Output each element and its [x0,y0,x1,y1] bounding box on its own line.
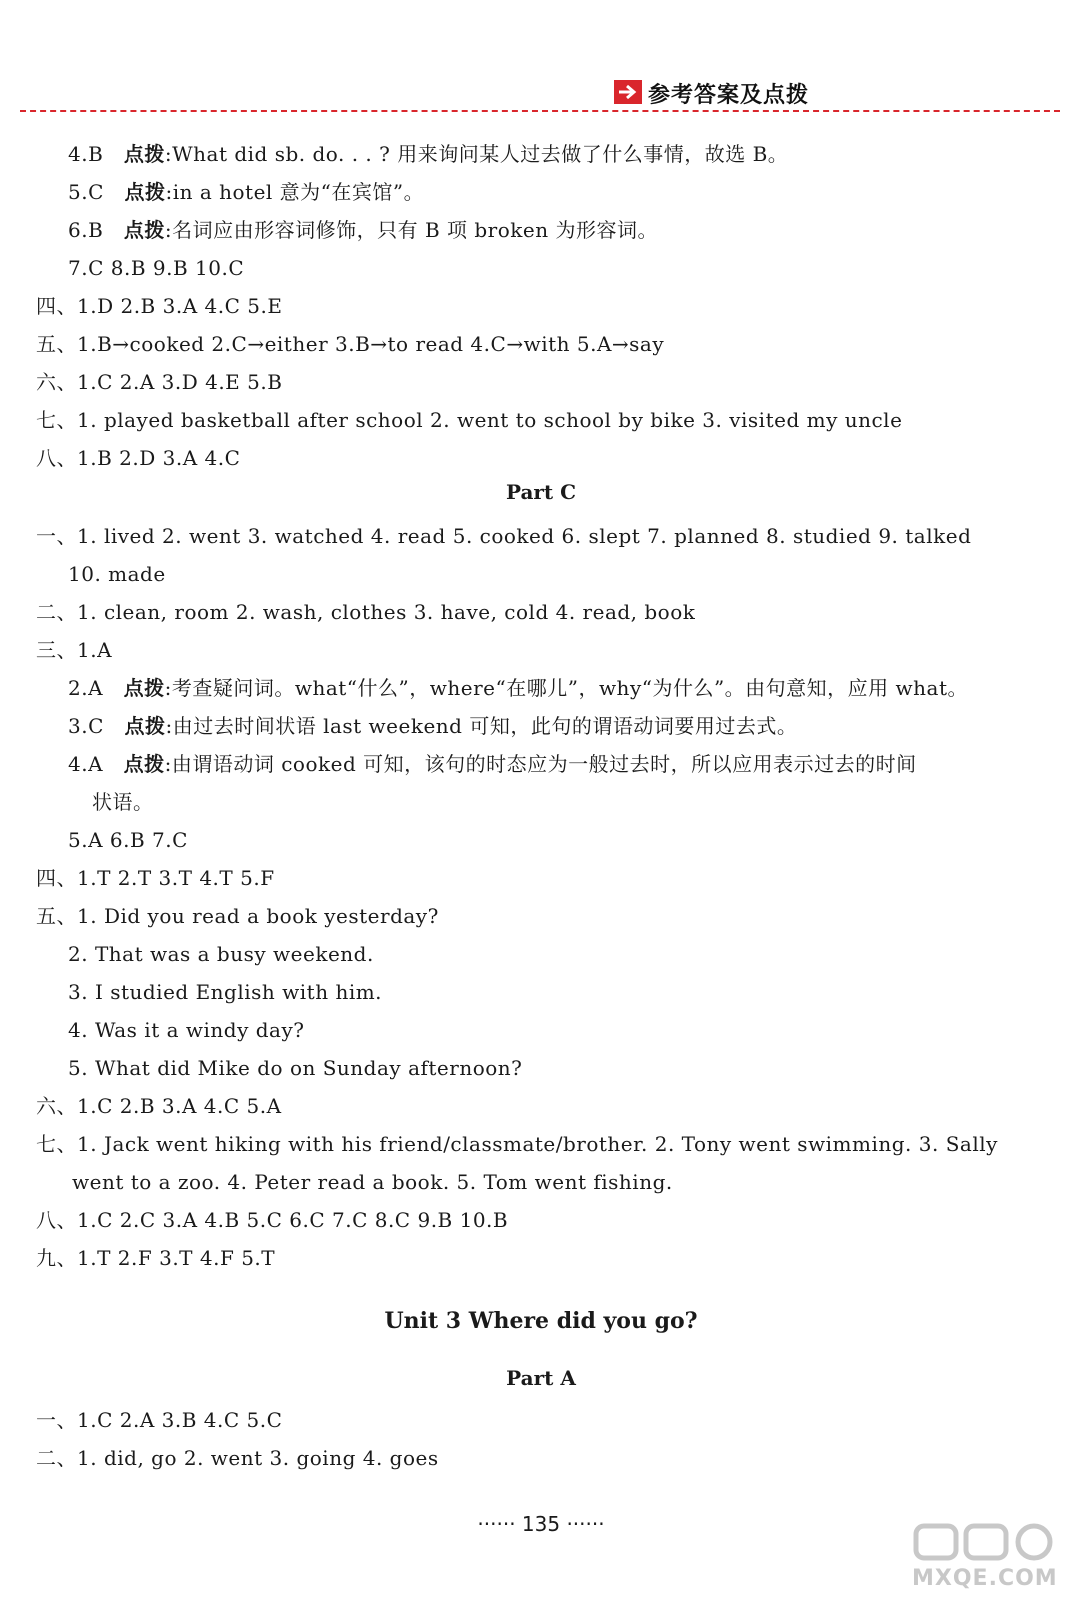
watermark [912,1522,1062,1592]
answer-line: 五、1.B→cooked 2.C→either 3.B→to read 4.C→with 5.A→say [36,332,665,356]
answer-line: 四、1.D 2.B 3.A 4.C 5.E [36,294,283,318]
answer-line: 八、1.C 2.C 3.A 4.B 5.C 6.C 7.C 8.C 9.B 10.B [36,1208,509,1232]
answer-line: 七、1. played basketball after school 2. went to school by bike 3. visited my uncle [36,408,903,432]
answer-line: went to a zoo. 4. Peter read a book. 5. Tom went fishing. [72,1170,673,1194]
answer-line: 4. Was it a windy day? [68,1018,305,1042]
watermark-text: MXQE.COM [912,1566,1058,1591]
answer-line: 5.A 6.B 7.C [68,828,188,852]
answer-line: 六、1.C 2.B 3.A 4.C 5.A [36,1094,282,1118]
answer-line: 四、1.T 2.T 3.T 4.T 5.F [36,866,275,890]
header-divider [20,110,1060,112]
answer-line: 4.B 点拨:What did sb. do. . . ? 用来询问某人过去做了什么事情，故选 B。 [68,142,789,166]
answer-line: 五、1. Did you read a book yesterday? [36,904,439,928]
answer-line: 二、1. clean, room 2. wash, clothes 3. have, cold 4. read, book [36,600,696,624]
answer-line: 七、1. Jack went hiking with his friend/classmate/brother. 2. Tony went swimming. 3. Sally [36,1132,998,1156]
answer-line: 六、1.C 2.A 3.D 4.E 5.B [36,370,283,394]
answer-line: 2.A 点拨:考查疑问词。what“什么”，where“在哪儿”，why“为什么”。由句意知，应用 what。 [68,676,969,700]
answer-line: 八、1.B 2.D 3.A 4.C [36,446,241,470]
answer-line: 4.A 点拨:由谓语动词 cooked 可知，该句的时态应为一般过去时，所以应用表示过去的时间 [68,752,917,776]
header-title: 参考答案及点拨 [648,83,810,108]
answer-line: 2. That was a busy weekend. [68,942,374,966]
watermark-logo-icon [912,1522,1062,1562]
answer-line: 5.C 点拨:in a hotel 意为“在宾馆”。 [68,180,425,204]
page-number: ······ 135 ······ [477,1512,605,1536]
unit-heading: Unit 3 Where did you go? [384,1308,698,1334]
answer-line: 6.B 点拨:名词应由形容词修饰，只有 B 项 broken 为形容词。 [68,218,658,242]
section-heading-part-c: Part C [505,480,577,504]
arrow-right-icon [614,80,642,104]
answer-line: 10. made [68,562,166,586]
answer-line: 状语。 [92,790,154,814]
answer-line: 3.C 点拨:由过去时间状语 last weekend 可知，此句的谓语动词要用过去式。 [68,714,798,738]
answer-line: 3. I studied English with him. [68,980,383,1004]
answer-line: 三、1.A [36,638,113,662]
answer-line: 7.C 8.B 9.B 10.C [68,256,245,280]
section-heading-part-a: Part A [506,1366,576,1390]
answer-line: 一、1.C 2.A 3.B 4.C 5.C [36,1408,283,1432]
answer-line: 二、1. did, go 2. went 3. going 4. goes [36,1446,439,1470]
answer-line: 九、1.T 2.F 3.T 4.F 5.T [36,1246,276,1270]
answer-line: 5. What did Mike do on Sunday afternoon? [68,1056,523,1080]
answer-line: 一、1. lived 2. went 3. watched 4. read 5. cooked 6. slept 7. planned 8. studied 9. talked [36,524,972,548]
page-header [0,0,1082,120]
